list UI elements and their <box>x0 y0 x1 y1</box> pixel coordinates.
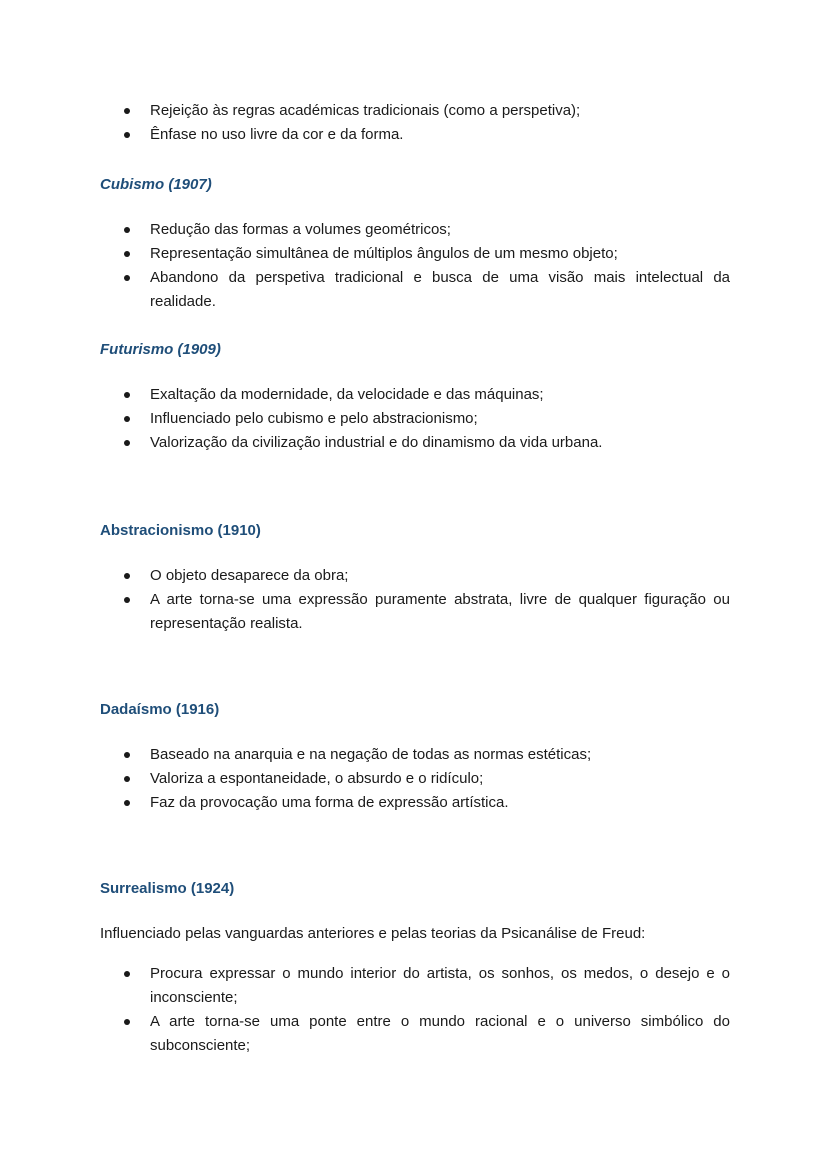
heading-surrealismo: Surrealismo (1924) <box>100 880 235 897</box>
list-item-text: Baseado na anarquia e na negação de todas as normas estéticas; <box>150 746 592 763</box>
list-item <box>100 791 730 815</box>
list-item <box>100 962 730 1010</box>
list-item <box>100 743 730 767</box>
dadaismo-list <box>100 743 730 815</box>
heading-dadaismo: Dadaísmo (1916) <box>100 701 220 718</box>
list-item <box>100 588 730 636</box>
bullet-icon <box>124 1019 130 1025</box>
surrealismo-list <box>100 962 730 1058</box>
list-item-text: A arte torna-se uma ponte entre o mundo racional e o universo simbólico do subconsciente; <box>150 1013 730 1054</box>
surrealismo-intro: Influenciado pelas vanguardas anteriores e pelas teorias da Psicanálise de Freud: <box>100 925 646 942</box>
list-item <box>100 1010 730 1058</box>
list-item <box>100 99 730 123</box>
list-item-text: Valoriza a espontaneidade, o absurdo e o ridículo; <box>150 770 484 787</box>
bullet-icon <box>124 251 130 257</box>
list-item-text: Abandono da perspetiva tradicional e busca de uma visão mais intelectual da realidade. <box>150 269 730 310</box>
bullet-icon <box>124 776 130 782</box>
heading-futurismo: Futurismo (1909) <box>100 341 221 358</box>
list-item-text: Valorização da civilização industrial e do dinamismo da vida urbana. <box>150 434 603 451</box>
list-item <box>100 431 730 455</box>
list-item-text: Ênfase no uso livre da cor e da forma. <box>150 126 404 143</box>
list-item <box>100 767 730 791</box>
bullet-icon <box>124 275 130 281</box>
list-item-text: Representação simultânea de múltiplos ângulos de um mesmo objeto; <box>150 245 618 262</box>
bullet-icon <box>124 573 130 579</box>
list-item <box>100 242 730 266</box>
list-item <box>100 383 730 407</box>
list-item-text: Redução das formas a volumes geométricos; <box>150 221 451 238</box>
bullet-icon <box>124 752 130 758</box>
futurismo-list <box>100 383 730 455</box>
bullet-icon <box>124 416 130 422</box>
heading-cubismo: Cubismo (1907) <box>100 176 212 193</box>
list-item-text: Exaltação da modernidade, da velocidade e das máquinas; <box>150 386 544 403</box>
list-item-text: Procura expressar o mundo interior do artista, os sonhos, os medos, o desejo e o inconsciente; <box>150 965 730 1006</box>
list-item <box>100 266 730 314</box>
bullet-icon <box>124 971 130 977</box>
bullet-icon <box>124 108 130 114</box>
list-item <box>100 564 730 588</box>
bullet-icon <box>124 440 130 446</box>
intro-list <box>100 99 730 147</box>
list-item <box>100 123 730 147</box>
list-item-text: Faz da provocação uma forma de expressão artística. <box>150 794 509 811</box>
bullet-icon <box>124 597 130 603</box>
bullet-icon <box>124 800 130 806</box>
bullet-icon <box>124 392 130 398</box>
list-item <box>100 218 730 242</box>
abstracionismo-list <box>100 564 730 636</box>
heading-abstracionismo: Abstracionismo (1910) <box>100 522 261 539</box>
list-item-text: Influenciado pelo cubismo e pelo abstracionismo; <box>150 410 478 427</box>
bullet-icon <box>124 132 130 138</box>
list-item <box>100 407 730 431</box>
list-item-text: Rejeição às regras académicas tradicionais (como a perspetiva); <box>150 102 581 119</box>
cubismo-list <box>100 218 730 314</box>
bullet-icon <box>124 227 130 233</box>
list-item-text: A arte torna-se uma expressão puramente abstrata, livre de qualquer figuração ou representação realista. <box>150 591 730 632</box>
list-item-text: O objeto desaparece da obra; <box>150 567 349 584</box>
